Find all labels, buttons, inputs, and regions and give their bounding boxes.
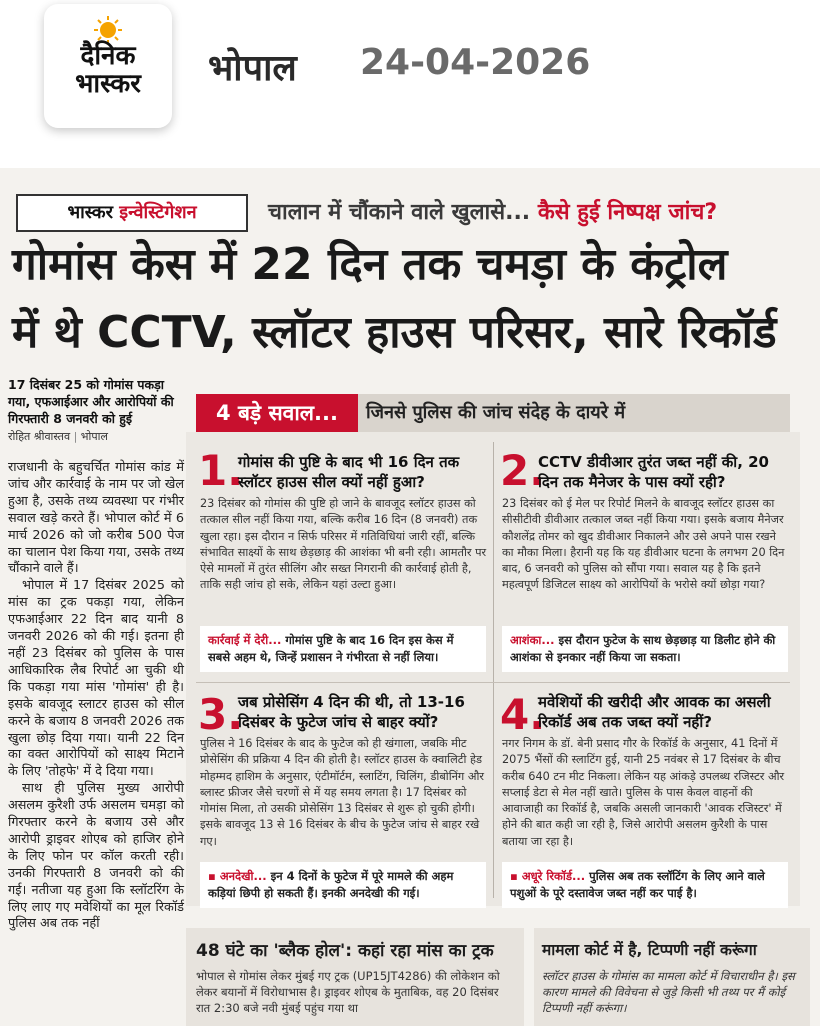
bottom-story-right	[534, 928, 810, 1026]
column-divider	[493, 442, 494, 898]
question-number: 2.	[500, 446, 546, 495]
kicker	[268, 196, 717, 226]
bottom-left-title: 48 घंटे का 'ब्लैक होल': कहां रहा मांस का ट्रक	[196, 941, 494, 961]
bottom-left-text: भोपाल से गोमांस लेकर मुंबई गए ट्रक (UP15JT4286) की लोकेशन को लेकर बयानों में विरोधाभास है। ड्राइवर शोएब के मुताबिक, वह 20 दिसंबर रात 2:30 बजे नवी मुंबई पहुंच गया था	[196, 969, 500, 1015]
questions-banner-badge: 4 बड़े सवाल...	[196, 394, 358, 432]
question-note-text: इस दौरान फुटेज के साथ छेड़छाड़ या डिलीट होने की आशंका से इनकार नहीं किया जा सकता।	[510, 633, 776, 664]
questions-banner-text: जिनसे पुलिस की जांच संदेह के दायरे में	[366, 402, 626, 423]
question-note: ▪ अधूरे रिकॉर्ड... पुलिस अब तक स्लॉटिंग के लिए आने वाले पशुओं के पूरे दस्तावेज जब्त नहीं कर पाई है।	[502, 862, 788, 908]
question-title: CCTV डीवीआर तुरंत जब्त नहीं की, 20 दिन तक मैनेजर के पास क्यों रही?	[538, 453, 769, 491]
question-note-lead: कार्रवाई में देरी...	[208, 633, 282, 647]
question-number: 1.	[198, 446, 244, 495]
headline-line-2: में थे CCTV, स्लॉटर हाउस परिसर, सारे रिकॉर्ड	[12, 307, 777, 358]
story-body	[8, 460, 184, 933]
edition-date: 24-04-2026	[360, 42, 591, 83]
edition-city: भोपाल	[208, 48, 297, 89]
kicker-main: चालान में चौंकाने वाले खुलासे...	[268, 200, 531, 225]
question-note-lead: अधूरे रिकॉर्ड...	[521, 869, 586, 883]
question-note-text: गोमांस पुष्टि के बाद 16 दिन इस केस में सबसे अहम थे, जिन्हें प्रशासन ने गंभीरता से नहीं लिया।	[208, 633, 454, 664]
story-paragraph: राजधानी के बहुचर्चित गोमांस कांड में जांच और कार्रवाई के नाम पर जो खेल हुआ है, उसके तथ्य व्यवस्था पर गंभीर सवाल खड़े करते हैं। भोपाल कोर्ट में 6 मार्च 2026 को जो करीब 500 पेज का चालान पेश किया गया, उसके तथ्य चौंकाने वाले हैं।	[8, 460, 184, 577]
story-paragraph: साथ ही पुलिस मुख्य आरोपी असलम कुरैशी उर्फ असलम चमड़ा को गिरफ्तार करने के बजाय उसे और आरोपी ड्राइवर शोएब को हाजिर होने के लिए फोन पर कॉल करती रही। उनकी गिरफ्तारी 8 जनवरी को की गई। नतीजा यह हुआ कि स्लॉटरिंग के लिए लाए गए मवेशियों का मूल रिकॉर्ड पुलिस अब तक नहीं	[8, 781, 184, 932]
question-body: 23 दिसंबर को गोमांस की पुष्टि हो जाने के बावजूद स्लॉटर हाउस को तत्काल सील नहीं किया गया, बल्कि करीब 16 दिन (8 जनवरी) तक खुला रहा। इस दौरान न सिर्फ परिसर में गतिविधियां जारी रहीं, बल्कि संभावित साक्ष्यों के साथ छेड़छाड़ की आशंका भी बनी रही। आमतौर पर ऐसे मामलों में तुरंत सीलिंग और सख्त निगरानी की कार्रवाई होती है, ताकि सही जांच हो सके, लेकिन यहां उल्टा हुआ।	[200, 497, 487, 592]
question-note	[200, 626, 486, 672]
byline: रोहित श्रीवास्तव | भोपाल	[8, 430, 108, 443]
section-tag-brand: भास्कर	[67, 202, 113, 223]
section-tag	[16, 194, 248, 232]
question-body: 23 दिसंबर को ई मेल पर रिपोर्ट मिलने के बावजूद स्लॉटर हाउस का सीसीटीवी डीवीआर तत्काल जब्त नहीं किया गया। इसके बजाय मैनेजर कौशलेंद्र तोमर को खुद डीवीआर निकालने और उसे अपने पास रखने का मौका मिला। हैरानी यह कि यह डीवीआर घटना के लगभग 20 दिन बाद, 6 जनवरी को पुलिस को सौंपा गया। सवाल यह है कि इतने महत्वपूर्ण डिजिटल साक्ष्य को आरोपियों के भरोसे क्यों छोड़ा गया?	[502, 497, 785, 592]
question-note-lead: आशंका...	[510, 633, 555, 647]
byline-location: भोपाल	[80, 430, 108, 443]
question-note	[502, 626, 788, 672]
row-divider	[196, 682, 790, 683]
question-note-lead: अनदेखी...	[219, 869, 267, 883]
question-note-text: इन 4 दिनों के फुटेज में पूरे मामले की अहम कड़ियां छिपी हो सकती हैं। इनकी अनदेखी की गई।	[208, 869, 454, 900]
byline-author: रोहित श्रीवास्तव	[8, 430, 71, 443]
logo-wordmark: दैनिक भास्कर	[75, 41, 141, 99]
question-number: 3.	[198, 690, 244, 739]
question-body: नगर निगम के डॉ. बेनी प्रसाद गौर के रिकॉर्ड के अनुसार, 41 दिनों में 2075 भैंसों की स्लाटिंग हुई, यानी 25 नवंबर से 17 दिसंबर के बीच करीब 640 टन मीट निकला। लेकिन यह आंकड़े उपलब्ध रजिस्टर और सप्लाई डेटा से मेल नहीं खाते। पुलिस के पास केवल वाहनों की आवाजाही का रिकॉर्ड है, जबकि असली जानकारी 'आवक रजिस्टर' में होने की बात कही जा रही है, जिसे आरोपी असलम कुरैशी के पास बताया जा रहा है।	[502, 737, 785, 848]
bottom-right-title: मामला कोर्ट में है, टिप्पणी नहीं करूंगा	[542, 941, 757, 959]
bottom-right-text: स्लॉटर हाउस के गोमांस का मामला कोर्ट में विचाराधीन है। इस कारण मामले की विवेचना से जुड़े किसी भी तथ्य पर मैं कोई टिप्पणी नहीं करूंगा।	[542, 969, 795, 1015]
story-deck: 17 दिसंबर 25 को गोमांस पकड़ा गया, एफआईआर और आरोपियों की गिरफ्तारी 8 जनवरी को हुई	[8, 377, 174, 426]
question-title: मवेशियों की खरीदी और आवक का असली रिकॉर्ड अब तक जब्त क्यों नहीं?	[538, 693, 771, 731]
left-column	[8, 376, 184, 933]
question-title: जब प्रोसेसिंग 4 दिन की थी, तो 13-16 दिसंबर के फुटेज जांच से बाहर क्यों?	[238, 693, 465, 731]
question-title: गोमांस की पुष्टि के बाद भी 16 दिन तक स्लॉटर हाउस सील क्यों नहीं हुआ?	[238, 453, 460, 491]
question-note: ▪ अनदेखी... इन 4 दिनों के फुटेज में पूरे मामले की अहम कड़ियां छिपी हो सकती हैं। इनकी अनदेखी की गई।	[200, 862, 486, 908]
story-paragraph: भोपाल में 17 दिसंबर 2025 को मांस का ट्रक पकड़ा गया, लेकिन एफआईआर 22 दिन बाद यानी 8 जनवरी 2026 को की गई। इतना ही नहीं 23 दिसंबर को पुलिस के पास आधिकारिक लैब रिपोर्ट आ चुकी थी कि पकड़ा गया मांस 'गोमांस' ही है। इसके बावजूद स्लाटर हाउस को सील करने के बजाय 8 जनवरी 2026 तक खुला छोड़ दिया गया। यानी 22 दिन का वक्त आरोपियों को साक्ष्य मिटाने के लिए 'तोहफे' में दे दिया गया।	[8, 578, 184, 780]
headline-line-1: गोमांस केस में 22 दिन तक चमड़ा के कंट्रोल	[12, 239, 728, 290]
section-tag-label: इन्वेस्टिगेशन	[119, 202, 197, 223]
bottom-story-left	[186, 928, 524, 1026]
newspaper-logo	[44, 4, 172, 128]
question-note-text: पुलिस अब तक स्लॉटिंग के लिए आने वाले पशुओं के पूरे दस्तावेज जब्त नहीं कर पाई है।	[510, 869, 765, 900]
question-number: 4.	[500, 690, 546, 739]
question-body: पुलिस ने 16 दिसंबर के बाद के फुटेज को ही खंगाला, जबकि मीट प्रोसेसिंग की प्रक्रिया 4 दिन की होती है। स्लॉटर हाउस के क्वालिटी हेड मोहम्मद हाशिम के अनुसार, एंटीमॉर्टम, स्लाटिंग, चिलिंग, डीबोनिंग और ब्लास्ट फ्रीजर जैसे चरणों से में यह समय लगता है। 17 दिसंबर को गोमांस मिला, तो उसकी प्रोसेसिंग 13 दिसंबर से शुरू हो चुकी होगी। इसके बावजूद 13 से 16 दिसंबर के बीच के फुटेज जांच से बाहर रखे गए।	[200, 737, 485, 848]
sun-icon	[94, 16, 122, 44]
kicker-question: कैसे हुई निष्पक्ष जांच?	[537, 200, 718, 225]
